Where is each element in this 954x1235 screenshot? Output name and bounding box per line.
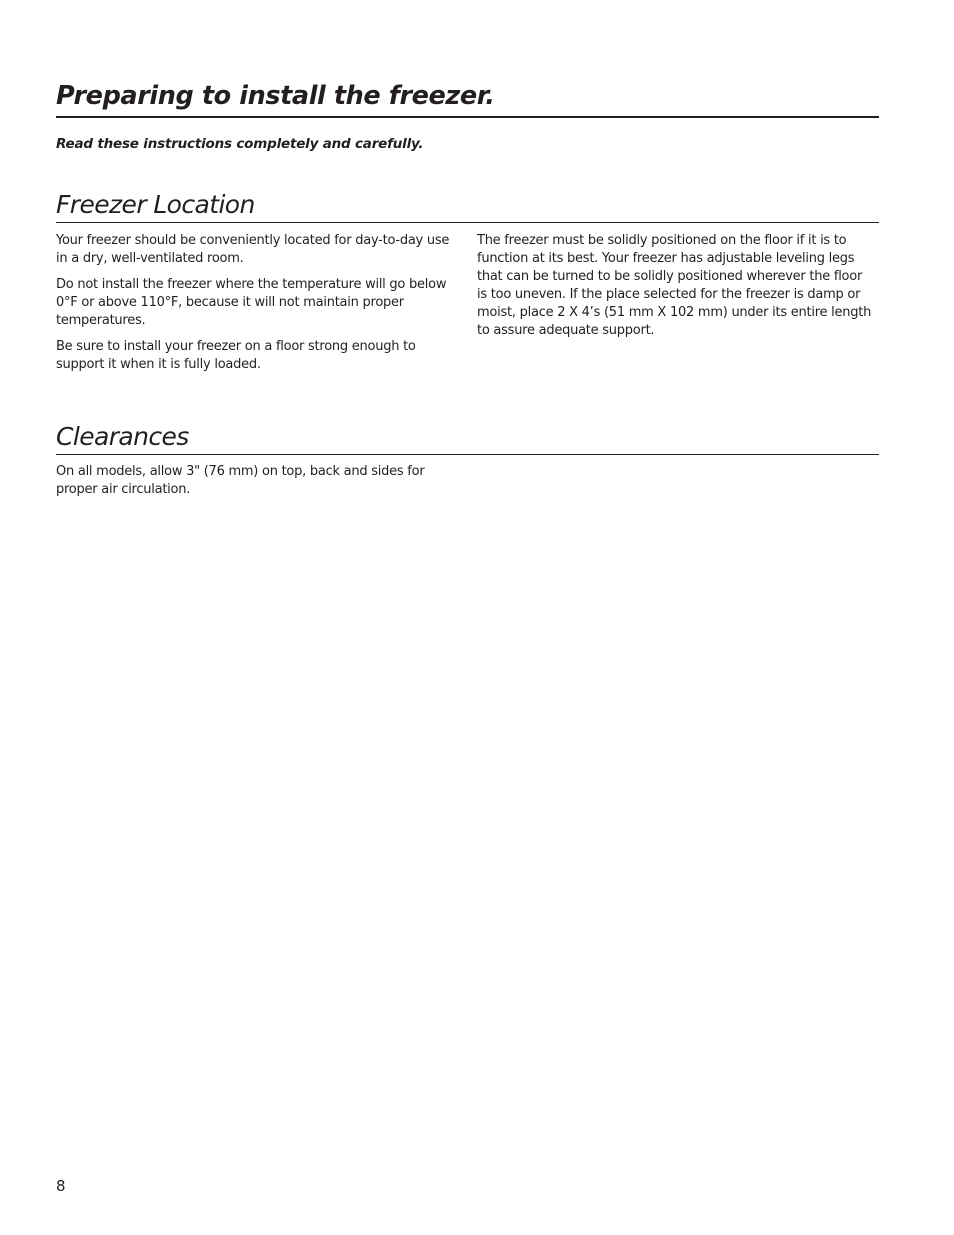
location-paragraph-leveling: The freezer must be solidly positioned on the floor if it is to function at its best. Your freezer has adjustable leveling legs that can be turned to be solidly positioned wherever the floor is too uneven. If the place selected for the freezer is damp or moist, place 2 X 4’s (51 mm X 102 mm) under its entire length to assure adequate support. (477, 233, 872, 338)
page-title: Preparing to install the freezer. (56, 80, 879, 118)
page-number: 8 (56, 1177, 66, 1195)
clearances-heading: Clearances (56, 421, 879, 455)
location-paragraph-floor-strength: Be sure to install your freezer on a floor strong enough to support it when it is fully loaded. (56, 339, 416, 372)
clearances-paragraph: On all models, allow 3" (76 mm) on top, back and sides for proper air circulation. (56, 464, 425, 497)
instructions-subtitle: Read these instructions completely and carefully. (56, 136, 424, 152)
freezer-location-right-column (477, 232, 875, 348)
location-paragraph-room: Your freezer should be conveniently located for day-to-day use in a dry, well-ventilated room. (56, 233, 450, 266)
freezer-location-left-column (56, 232, 451, 382)
location-paragraph-temperature: Do not install the freezer where the temperature will go below 0°F or above 110°F, because it will not maintain proper temperatures. (56, 277, 447, 328)
freezer-location-heading: Freezer Location (56, 189, 879, 223)
clearances-column (56, 463, 451, 507)
